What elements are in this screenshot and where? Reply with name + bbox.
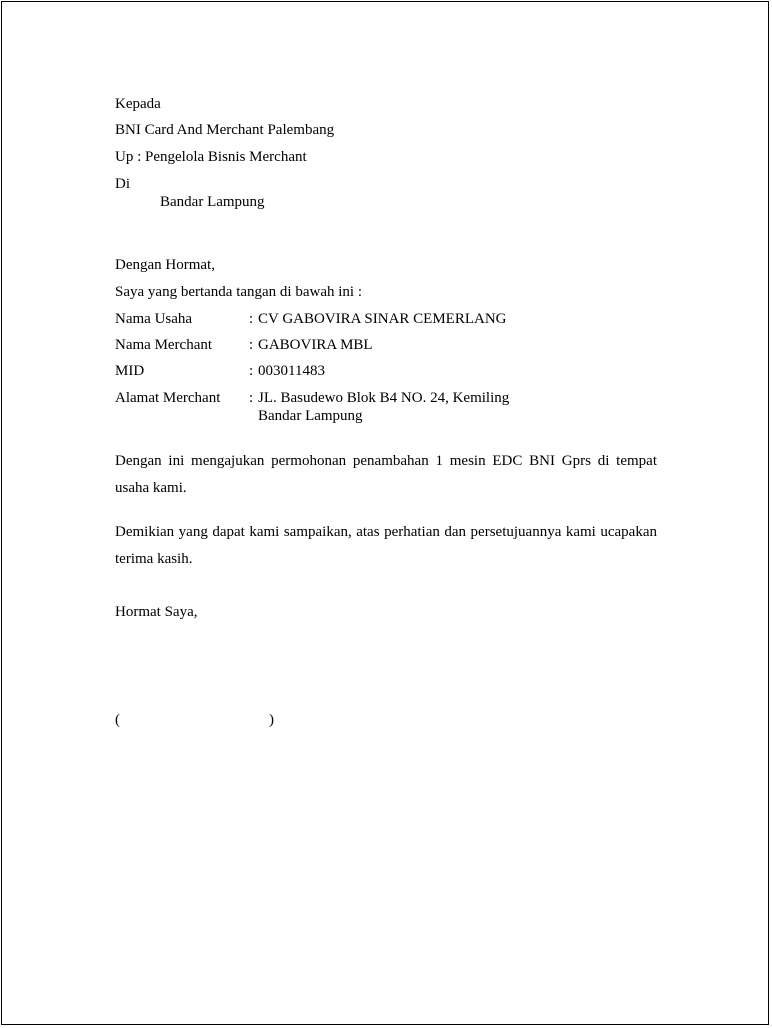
merchant-name-label: Nama Merchant: [115, 337, 213, 353]
recipient-attention: Up : Pengelola Bisnis Merchant: [115, 149, 307, 165]
address-value-line1: JL. Basudewo Blok B4 NO. 24, Kemiling: [258, 390, 510, 406]
mid-separator: :: [249, 363, 254, 379]
business-name-label: Nama Usaha: [115, 311, 193, 327]
recipient-di: Di: [115, 176, 130, 192]
salutation-to: Kepada: [115, 96, 161, 112]
recipient-city: Bandar Lampung: [160, 194, 265, 210]
intro-line: Saya yang bertanda tangan di bawah ini :: [115, 284, 363, 300]
address-label: Alamat Merchant: [115, 390, 221, 406]
closing-paragraph: Demikian yang dapat kami sampaikan, atas perhatian dan persetujuannya kami ucapakan terima kasih.: [115, 524, 657, 567]
business-name-separator: :: [249, 311, 254, 327]
request-paragraph: Dengan ini mengajukan permohonan penambahan 1 mesin EDC BNI Gprs di tempat usaha kami.: [115, 453, 657, 496]
address-separator: :: [249, 390, 254, 406]
recipient-name: BNI Card And Merchant Palembang: [115, 122, 335, 138]
merchant-name-separator: :: [249, 337, 254, 353]
mid-label: MID: [115, 363, 145, 379]
address-value-line2: Bandar Lampung: [258, 408, 363, 424]
greeting: Dengan Hormat,: [115, 257, 215, 273]
regards: Hormat Saya,: [115, 604, 198, 620]
mid-value: 003011483: [258, 363, 325, 379]
merchant-name-value: GABOVIRA MBL: [258, 337, 373, 353]
business-name-value: CV GABOVIRA SINAR CEMERLANG: [258, 311, 507, 327]
signature-close-paren: ): [269, 712, 274, 728]
signature-open-paren: (: [115, 712, 120, 728]
